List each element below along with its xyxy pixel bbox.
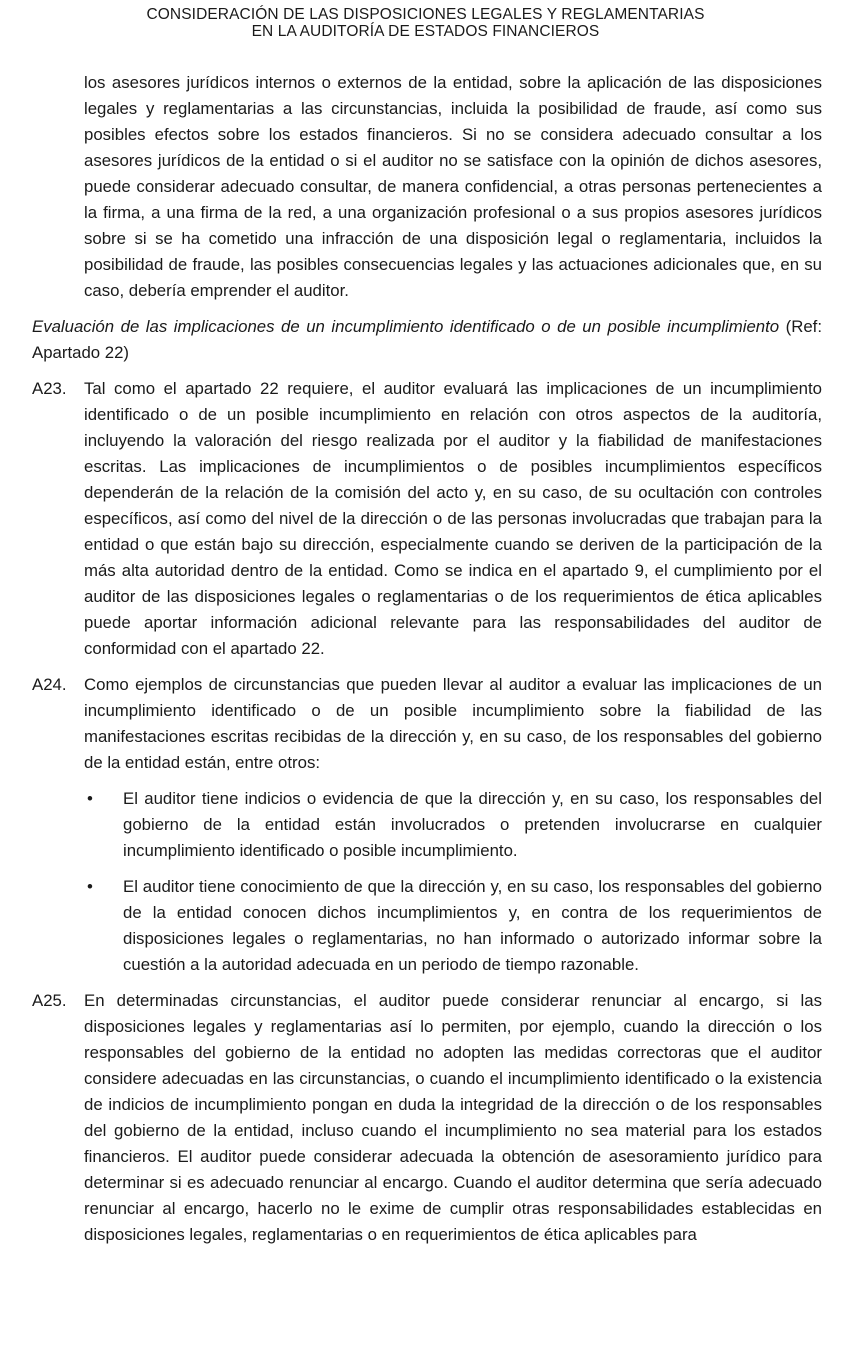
header-line-2: EN LA AUDITORÍA DE ESTADOS FINANCIEROS — [251, 23, 600, 40]
page-header — [0, 6, 851, 40]
paragraph-text: Como ejemplos de circunstancias que pueden llevar al auditor a evaluar las implicaciones de un incumplimiento identificado o de un posible incumplimiento sobre la fiabilidad de las manifestaciones escritas recibidas de la dirección y, en su caso, de los responsables del gobierno de la entidad están, entre otros: — [84, 675, 822, 772]
paragraph-text: Tal como el apartado 22 requiere, el auditor evaluará las implicaciones de un incumplimiento identificado o de un posible incumplimiento en relación con otros aspectos de la auditoría, incluyendo la valoración del riesgo realizada por el auditor y la fiabilidad de manifestaciones escritas. Las implicaciones de incumplimientos o de posibles incumplimientos específicos dependerán de la relación de la comisión del acto y, en su caso, de su ocultación con controles específicos, así como del nivel de la dirección o de las personas involucradas que trabajan para la entidad o que están bajo su dirección, especialmente cuando se deriven de la participación de la más alta autoridad dentro de la entidad. Como se indica en el apartado 9, el cumplimiento por el auditor de las disposiciones legales o reglamentarias o de los requerimientos de ética aplicables puede aportar información adicional relevante para las responsabilidades del auditor de conformidad con el apartado 22. — [84, 379, 822, 658]
continuation-paragraph: los asesores jurídicos internos o externos de la entidad, sobre la aplicación de las disposiciones legales y reglamentarias a las circunstancias, incluida la posibilidad de fraude, así como sus posibles efectos sobre los estados financieros. Si no se considera adecuado consultar a los asesores jurídicos de la entidad o si el auditor no se satisface con la opinión de dichos asesores, puede considerar adecuado consultar, de manera confidencial, a otras personas pertenecientes a la firma, a una firma de la red, a una organización profesional o a sus propios asesores jurídicos sobre si se ha cometido una infracción de una disposición legal o reglamentaria, incluidos la posibilidad de fraude, las posibles consecuencias legales y las actuaciones adicionales que, en su caso, debería emprender el auditor. — [84, 73, 822, 300]
paragraph-a23 — [32, 376, 822, 662]
section-reference: (Ref: Apartado 22) — [32, 317, 822, 362]
paragraph-number: A24. — [32, 675, 67, 694]
header-line-1: CONSIDERACIÓN DE LAS DISPOSICIONES LEGALES Y REGLAMENTARIAS — [146, 6, 705, 23]
paragraph-number: A25. — [32, 991, 67, 1010]
paragraph-a24 — [32, 672, 822, 776]
section-heading — [32, 314, 822, 366]
document-body — [32, 70, 822, 1248]
bullet-item — [32, 874, 822, 978]
bullet-item — [32, 786, 822, 864]
section-title: Evaluación de las implicaciones de un incumplimiento identificado o de un posible incumplimiento — [32, 317, 780, 336]
bullet-icon: • — [87, 789, 93, 808]
bullet-text: El auditor tiene indicios o evidencia de que la dirección y, en su caso, los responsables del gobierno de la entidad están involucrados o pretenden involucrarse en cualquier incumplimiento identificado o posible incumplimiento. — [123, 789, 822, 860]
bullet-icon: • — [87, 877, 93, 896]
paragraph-text: En determinadas circunstancias, el auditor puede considerar renunciar al encargo, si las disposiciones legales y reglamentarias así lo permiten, por ejemplo, cuando la dirección o los responsables del gobierno de la entidad no adopten las medidas correctoras que el auditor considere adecuadas en las circunstancias, o cuando el incumplimiento identificado o la existencia de indicios de incumplimiento pongan en duda la integridad de la dirección o de los responsables del gobierno de la entidad, incluso cuando el incumplimiento no sea material para los estados financieros. El auditor puede considerar adecuada la obtención de asesoramiento jurídico para determinar si es adecuado renunciar al encargo. Cuando el auditor determina que sería adecuado renunciar al encargo, hacerlo no le exime de cumplir otras responsabilidades establecidas en disposiciones legales, reglamentarias o en requerimientos de ética aplicables para — [84, 991, 822, 1244]
paragraph-a25 — [32, 988, 822, 1248]
paragraph-number: A23. — [32, 379, 67, 398]
bullet-text: El auditor tiene conocimiento de que la dirección y, en su caso, los responsables del gobierno de la entidad conocen dichos incumplimientos y, en contra de los requerimientos de disposiciones legales o reglamentarias, no han informado o autorizado informar sobre la cuestión a la autoridad adecuada en un periodo de tiempo razonable. — [123, 877, 822, 974]
